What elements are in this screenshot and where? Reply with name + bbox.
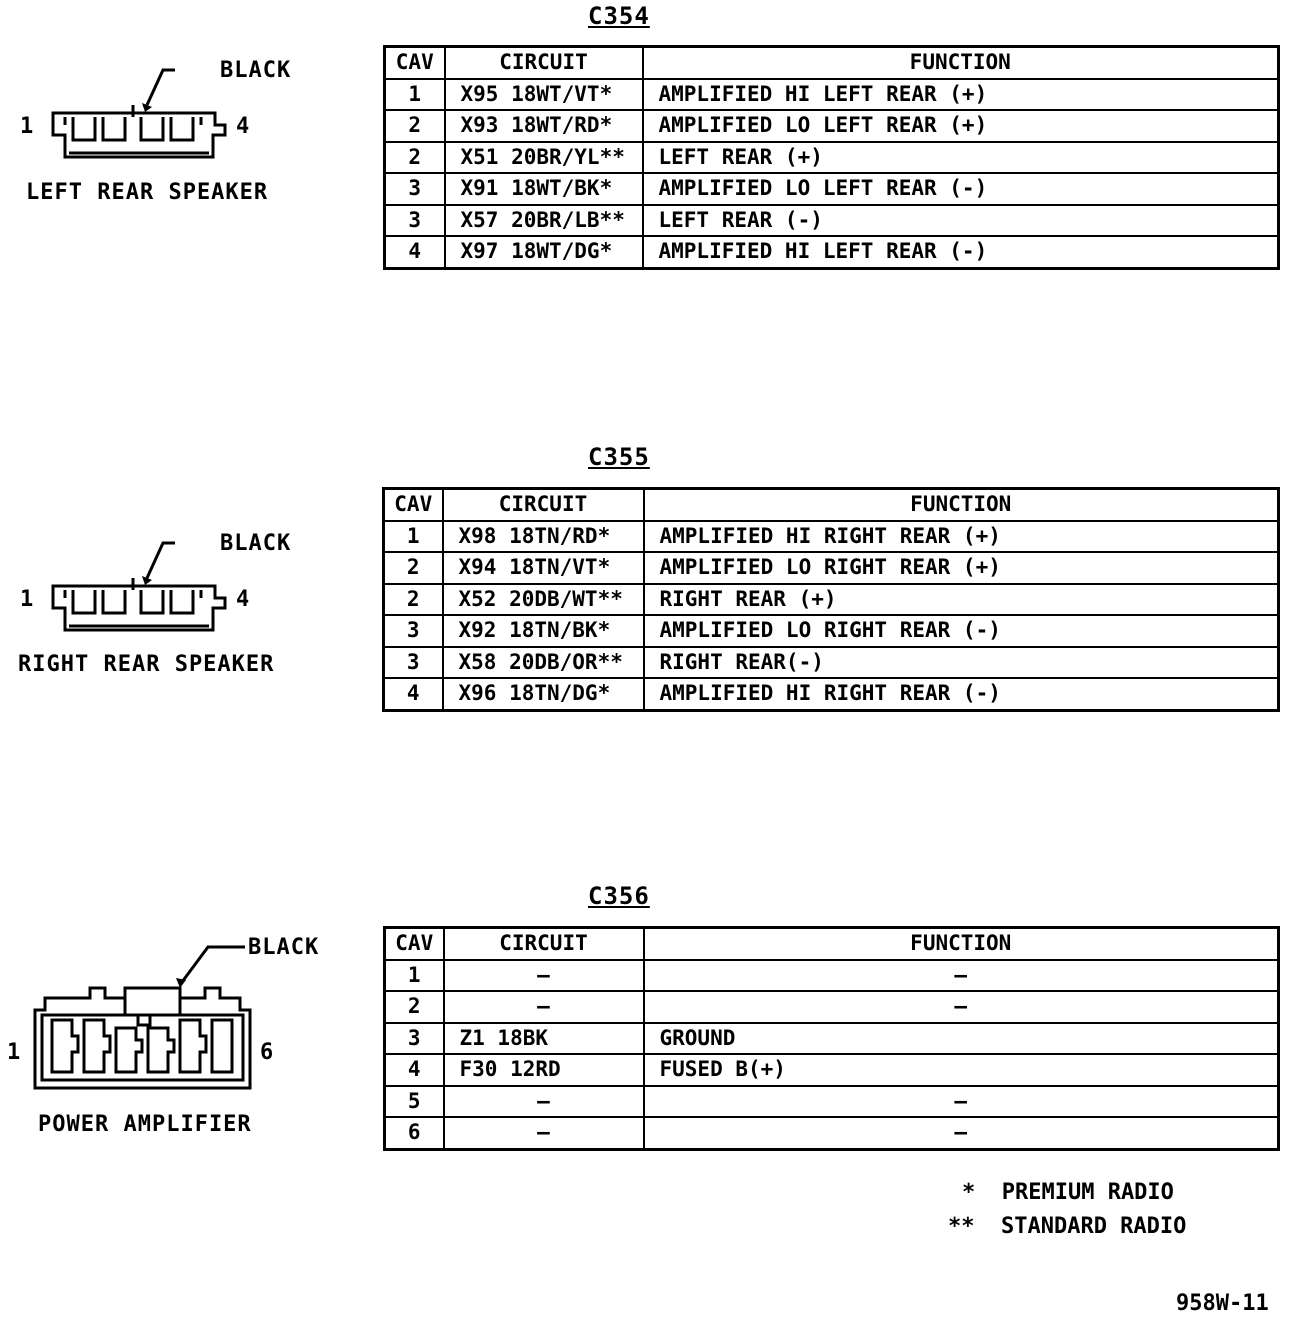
speaker-connector-icon xyxy=(45,65,235,165)
header-cav: CAV xyxy=(385,928,444,960)
pinout-table-c354 xyxy=(383,45,1280,270)
table-row xyxy=(385,79,1279,111)
cell-circuit: X95 18WT/VT* xyxy=(445,79,643,111)
cell-function: AMPLIFIED HI LEFT REAR (-) xyxy=(643,236,1279,268)
cell-cav: 4 xyxy=(385,236,445,268)
connector-title-c354: C354 xyxy=(588,2,650,30)
cell-circuit: – xyxy=(444,1117,644,1149)
cell-function: AMPLIFIED HI RIGHT REAR (-) xyxy=(644,678,1279,710)
cell-circuit: – xyxy=(444,991,644,1023)
table-row xyxy=(385,173,1279,205)
cell-circuit: X92 18TN/BK* xyxy=(443,615,644,647)
table-row xyxy=(385,1054,1279,1086)
cell-cav: 1 xyxy=(385,960,444,992)
pinout-table-c356 xyxy=(383,926,1280,1151)
cell-circuit: X91 18WT/BK* xyxy=(445,173,643,205)
connector-color-label: BLACK xyxy=(248,935,320,960)
pin-number-right: 4 xyxy=(236,114,251,139)
table-row xyxy=(384,584,1279,616)
cell-circuit: X98 18TN/RD* xyxy=(443,521,644,553)
cell-function: FUSED B(+) xyxy=(644,1054,1279,1086)
cell-cav: 2 xyxy=(384,552,443,584)
cell-cav: 2 xyxy=(385,142,445,174)
cell-circuit: – xyxy=(444,960,644,992)
cell-function: AMPLIFIED LO RIGHT REAR (-) xyxy=(644,615,1279,647)
cell-circuit: X58 20DB/OR** xyxy=(443,647,644,679)
cell-function: – xyxy=(644,1117,1279,1149)
cell-cav: 4 xyxy=(384,678,443,710)
header-function: FUNCTION xyxy=(644,489,1279,521)
table-row xyxy=(384,521,1279,553)
cell-function: AMPLIFIED HI LEFT REAR (+) xyxy=(643,79,1279,111)
pin-number-left: 1 xyxy=(20,587,35,612)
amplifier-connector-icon xyxy=(30,940,260,1095)
legend-standard-radio: ** STANDARD RADIO xyxy=(948,1214,1187,1239)
cell-circuit: X97 18WT/DG* xyxy=(445,236,643,268)
cell-function: – xyxy=(644,1086,1279,1118)
cell-cav: 3 xyxy=(385,205,445,237)
header-cav: CAV xyxy=(385,47,445,79)
cell-circuit: X52 20DB/WT** xyxy=(443,584,644,616)
cell-function: GROUND xyxy=(644,1023,1279,1055)
table-row xyxy=(385,960,1279,992)
connector-title-c356: C356 xyxy=(588,882,650,910)
cell-circuit: X96 18TN/DG* xyxy=(443,678,644,710)
cell-circuit: X57 20BR/LB** xyxy=(445,205,643,237)
pinout-table-c355 xyxy=(382,487,1280,712)
table-row xyxy=(385,236,1279,268)
cell-cav: 4 xyxy=(385,1054,444,1086)
cell-function: AMPLIFIED LO RIGHT REAR (+) xyxy=(644,552,1279,584)
connector-title-c355: C355 xyxy=(588,443,650,471)
cell-circuit: X94 18TN/VT* xyxy=(443,552,644,584)
header-function: FUNCTION xyxy=(644,928,1279,960)
table-row xyxy=(384,678,1279,710)
cell-function: LEFT REAR (+) xyxy=(643,142,1279,174)
cell-cav: 2 xyxy=(385,991,444,1023)
connector-color-label: BLACK xyxy=(220,531,292,556)
figure-code: 958W-11 xyxy=(1176,1291,1269,1316)
table-row xyxy=(384,615,1279,647)
table-row xyxy=(385,991,1279,1023)
header-cav: CAV xyxy=(384,489,443,521)
connector-name-right-rear-speaker: RIGHT REAR SPEAKER xyxy=(18,652,275,677)
header-function: FUNCTION xyxy=(643,47,1279,79)
connector-name-power-amplifier: POWER AMPLIFIER xyxy=(38,1112,252,1137)
header-circuit: CIRCUIT xyxy=(443,489,644,521)
table-row xyxy=(385,110,1279,142)
legend-premium-radio: * PREMIUM RADIO xyxy=(962,1180,1174,1205)
cell-cav: 2 xyxy=(385,110,445,142)
connector-name-left-rear-speaker: LEFT REAR SPEAKER xyxy=(26,180,269,205)
cell-function: – xyxy=(644,991,1279,1023)
cell-circuit: F30 12RD xyxy=(444,1054,644,1086)
cell-cav: 5 xyxy=(385,1086,444,1118)
speaker-connector-icon xyxy=(45,538,235,638)
cell-function: AMPLIFIED HI RIGHT REAR (+) xyxy=(644,521,1279,553)
connector-color-label: BLACK xyxy=(220,58,292,83)
cell-cav: 1 xyxy=(385,79,445,111)
cell-cav: 3 xyxy=(385,173,445,205)
table-row xyxy=(385,1117,1279,1149)
cell-cav: 3 xyxy=(385,1023,444,1055)
header-circuit: CIRCUIT xyxy=(444,928,644,960)
cell-function: RIGHT REAR(-) xyxy=(644,647,1279,679)
cell-function: AMPLIFIED LO LEFT REAR (-) xyxy=(643,173,1279,205)
cell-circuit: Z1 18BK xyxy=(444,1023,644,1055)
cell-cav: 3 xyxy=(384,647,443,679)
cell-circuit: X51 20BR/YL** xyxy=(445,142,643,174)
cell-function: RIGHT REAR (+) xyxy=(644,584,1279,616)
table-header-row xyxy=(385,928,1279,960)
table-row xyxy=(384,647,1279,679)
table-row xyxy=(385,1086,1279,1118)
pin-number-right: 6 xyxy=(260,1040,275,1065)
cell-circuit: X93 18WT/RD* xyxy=(445,110,643,142)
table-row xyxy=(385,1023,1279,1055)
cell-cav: 2 xyxy=(384,584,443,616)
pin-number-left: 1 xyxy=(20,114,35,139)
cell-function: – xyxy=(644,960,1279,992)
cell-cav: 1 xyxy=(384,521,443,553)
cell-function: AMPLIFIED LO LEFT REAR (+) xyxy=(643,110,1279,142)
table-header-row xyxy=(384,489,1279,521)
table-row xyxy=(384,552,1279,584)
cell-cav: 3 xyxy=(384,615,443,647)
cell-cav: 6 xyxy=(385,1117,444,1149)
table-header-row xyxy=(385,47,1279,79)
pin-number-right: 4 xyxy=(236,587,251,612)
pin-number-left: 1 xyxy=(7,1040,22,1065)
cell-function: LEFT REAR (-) xyxy=(643,205,1279,237)
table-row xyxy=(385,205,1279,237)
table-row xyxy=(385,142,1279,174)
header-circuit: CIRCUIT xyxy=(445,47,643,79)
cell-circuit: – xyxy=(444,1086,644,1118)
